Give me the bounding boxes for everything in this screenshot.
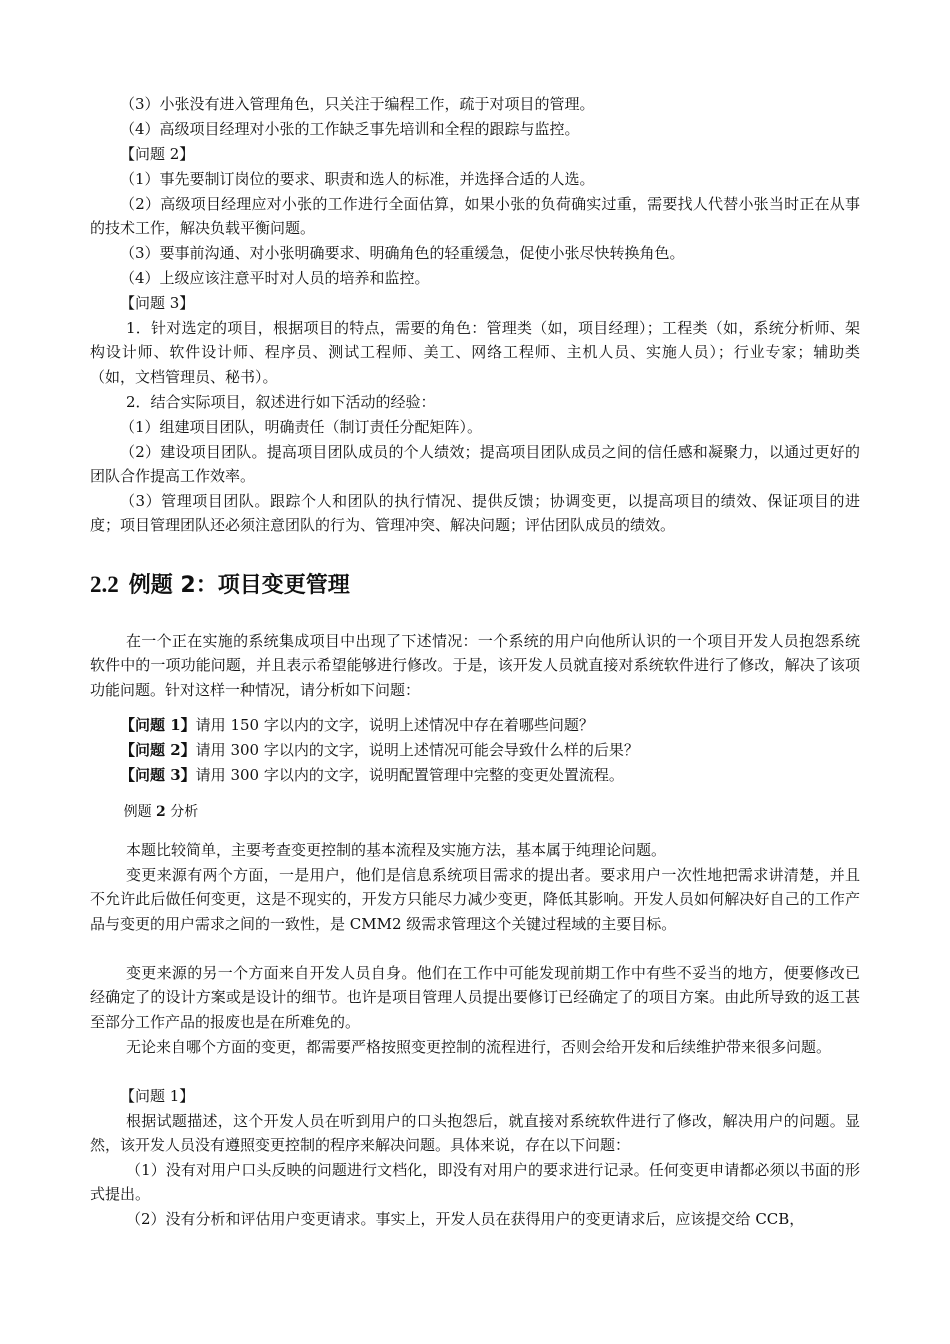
question-line: [90, 738, 860, 762]
intro-paragraph: 在一个正在实施的系统集成项目中出现了下述情况：一个系统的用户向他所认识的一个项目开发人员抱怨系统软件中的一项功能问题，并且表示希望能够进行修改。于是，该开发人员就直接对系统软件进行了修改，解决了该项功能问题。针对这样一种情况，请分析如下问题：: [90, 632, 860, 699]
question-label: 【问题 2】: [120, 145, 195, 163]
paragraph: （1）没有对用户口头反映的问题进行文档化，即没有对用户的要求进行记录。任何变更申请都必须以书面的形式提出。: [90, 1161, 860, 1204]
paragraph: （1）组建项目团队，明确责任（制订责任分配矩阵）。: [120, 418, 483, 436]
question-label: 【问题 2】: [120, 741, 196, 759]
question-line: [90, 763, 860, 787]
question-label: 【问题 3】: [120, 294, 195, 312]
paragraph: （1）事先要制订岗位的要求、职责和选人的标准，并选择合适的人选。: [120, 170, 595, 188]
paragraph: （4）高级项目经理对小张的工作缺乏事先培训和全程的跟踪与监控。: [120, 120, 580, 138]
section-heading: [90, 568, 350, 603]
section-number: 2.2: [90, 572, 119, 597]
paragraph: 变更来源有两个方面，一是用户，他们是信息系统项目需求的提出者。要求用户一次性地把需求讲清楚，并且不允许此后做任何变更，这是不现实的，开发方只能尽力减少变更，降低其影响。开发人员如何解决好自己的工作产品与变更的用户需求之间的一致性，是 CMM2 级需求管理这个关键过程域的主要目标。: [90, 866, 860, 933]
question-text: 请用 150 字以内的文字，说明上述情况中存在着哪些问题？: [195, 716, 594, 734]
question-text: 请用 300 字以内的文字，说明配置管理中完整的变更处置流程。: [195, 766, 624, 784]
question-label: 【问题 1】: [120, 1087, 195, 1105]
paragraph: （3）要事前沟通、对小张明确要求、明确角色的轻重缓急，促使小张尽快转换角色。: [120, 244, 685, 262]
question-label: 【问题 1】: [120, 716, 196, 734]
paragraph: 本题比较简单，主要考查变更控制的基本流程及实施方法，基本属于纯理论问题。: [126, 841, 667, 859]
paragraph: 2．结合实际项目，叙述进行如下活动的经验：: [126, 393, 436, 411]
paragraph: 1．针对选定的项目，根据项目的特点，需要的角色：管理类（如，项目经理）；工程类（如，系统分析师、架构设计师、软件设计师、程序员、测试工程师、美工、网络工程师、主机人员、实施人员）；行业专家；辅助类（如，文档管理员、秘书）。: [90, 319, 860, 386]
paragraph: （2）高级项目经理应对小张的工作进行全面估算，如果小张的负荷确实过重，需要找人代替小张当时正在从事的技术工作，解决负载平衡问题。: [90, 195, 860, 238]
question-line: [90, 713, 860, 737]
paragraph: （2）建设项目团队。提高项目团队成员的个人绩效；提高项目团队成员之间的信任感和凝聚力，以通过更好的团队合作提高工作效率。: [90, 443, 860, 486]
question-label: 【问题 3】: [120, 766, 196, 784]
paragraph: 无论来自哪个方面的变更，都需要严格按照变更控制的流程进行，否则会给开发和后续维护带来很多问题。: [126, 1038, 832, 1056]
paragraph: 根据试题描述，这个开发人员在听到用户的口头抱怨后，就直接对系统软件进行了修改，解决用户的问题。显然，该开发人员没有遵照变更控制的程序来解决问题。具体来说，存在以下问题：: [90, 1112, 860, 1155]
paragraph: （4）上级应该注意平时对人员的培养和监控。: [120, 269, 430, 287]
paragraph: （3）管理项目团队。跟踪个人和团队的执行情况、提供反馈；协调变更，以提高项目的绩效、保证项目的进度；项目管理团队还必须注意团队的行为、管理冲突、解决问题；评估团队成员的绩效。: [90, 492, 860, 535]
question-text: 请用 300 字以内的文字，说明上述情况可能会导致什么样的后果？: [195, 741, 639, 759]
analysis-title: 例题 2 分析: [123, 804, 199, 820]
paragraph: 变更来源的另一个方面来自开发人员自身。他们在工作中可能发现前期工作中有些不妥当的地方，便要修改已经确定了的设计方案或是设计的细节。也许是项目管理人员提出要修订已经确定了的项目方案。由此所导致的返工甚至部分工作产品的报废也是在所难免的。: [90, 964, 860, 1031]
paragraph: （3）小张没有进入管理角色，只关注于编程工作，疏于对项目的管理。: [120, 95, 595, 113]
section-title: 例题 2：项目变更管理: [128, 573, 350, 598]
paragraph: （2）没有分析和评估用户变更请求。事实上，开发人员在获得用户的变更请求后，应该提交给 CCB，: [126, 1210, 805, 1228]
